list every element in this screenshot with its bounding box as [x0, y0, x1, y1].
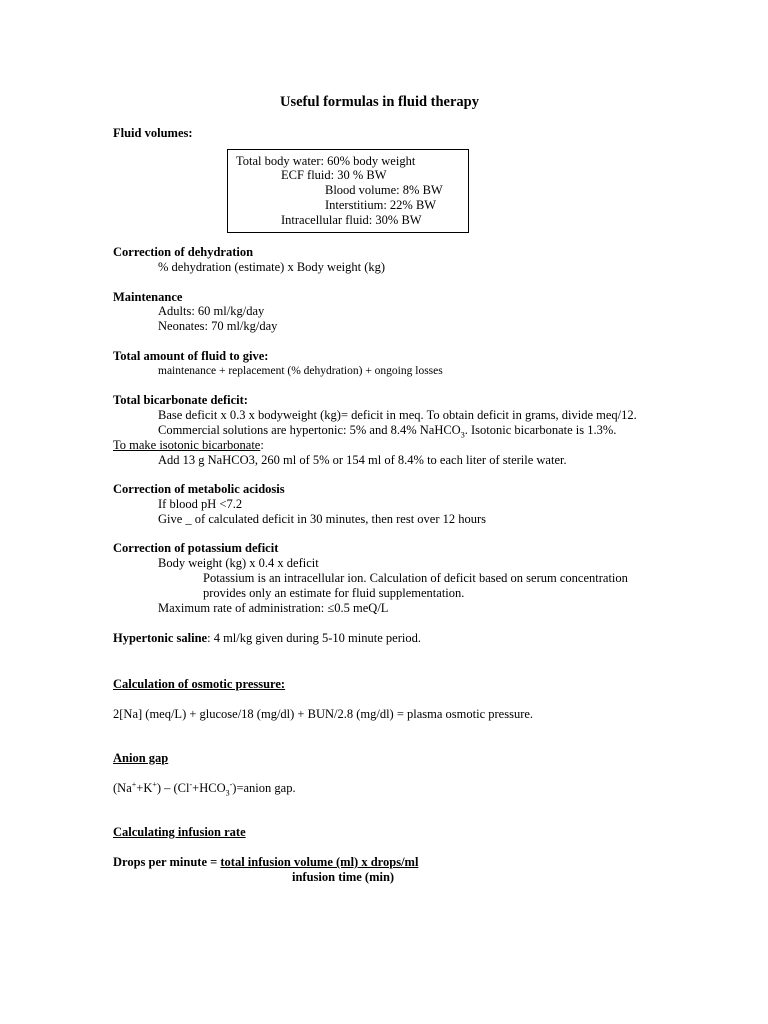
potassium-formula: Body weight (kg) x 0.4 x deficit: [158, 556, 319, 570]
hypertonic-saline: [113, 631, 421, 646]
bicarbonate-commercial-solutions: [158, 423, 616, 438]
box-line-ecf: ECF fluid: 30 % BW: [281, 168, 387, 182]
bicarb-line2-text: Commercial solutions are hypertonic: 5% and 8.4% NaHCO: [158, 423, 461, 437]
ag-part2: +K: [136, 781, 153, 795]
box-line-interstitium: Interstitium: 22% BW: [325, 198, 437, 212]
potassium-note-2: provides only an estimate for fluid supplementation.: [203, 586, 465, 600]
ag-part4: +HCO: [192, 781, 226, 795]
infusion-label: [113, 855, 418, 870]
ag-sup2: +: [152, 779, 157, 789]
isotonic-link-text: To make isotonic bicarbonate: [113, 438, 261, 452]
maintenance-heading: Maintenance: [113, 290, 183, 304]
infusion-numerator: total infusion volume (ml) x drops/ml: [220, 855, 419, 869]
ag-part3: ) – (Cl: [156, 781, 190, 795]
potassium-note-1: Potassium is an intracellular ion. Calculation of deficit based on serum concentration: [203, 571, 628, 585]
infusion-denominator: infusion time (min): [292, 870, 395, 884]
dehydration-formula: % dehydration (estimate) x Body weight (kg): [158, 260, 386, 274]
box-line-total-body-water: Total body water: 60% body weight: [236, 154, 416, 168]
box-line-intracellular: Intracellular fluid: 30% BW: [281, 213, 422, 227]
box-line-blood-volume: Blood volume: 8% BW: [325, 183, 443, 197]
potassium-max-rate: Maximum rate of administration: ≤0.5 meQ/L: [158, 601, 389, 615]
anion-gap-formula: [113, 781, 296, 796]
total-fluid-formula: maintenance + replacement (% dehydration) + ongoing losses: [158, 365, 443, 377]
hypertonic-text: : 4 ml/kg given during 5-10 minute period.: [207, 631, 421, 645]
bicarbonate-deficit-formula: Base deficit x 0.3 x bodyweight (kg)= deficit in meq. To obtain deficit in grams, divide meq/12.: [158, 408, 637, 422]
ag-part5: )=anion gap.: [232, 781, 296, 795]
total-fluid-heading: Total amount of fluid to give:: [113, 349, 269, 363]
ag-sup3: -: [189, 779, 193, 789]
fluid-volumes-heading: Fluid volumes:: [113, 126, 193, 140]
drops-per-minute-label: Drops per minute =: [113, 855, 221, 869]
maintenance-neonates: Neonates: 70 ml/kg/day: [158, 319, 278, 333]
ag-sub: 3: [225, 788, 230, 798]
infusion-heading: Calculating infusion rate: [113, 825, 246, 839]
acidosis-instructions: Give _ of calculated deficit in 30 minutes, then rest over 12 hours: [158, 512, 487, 526]
hypertonic-label: Hypertonic saline: [113, 631, 208, 645]
acidosis-condition: If blood pH <7.2: [158, 497, 243, 511]
acidosis-heading: Correction of metabolic acidosis: [113, 482, 285, 496]
ag-sup4: -: [229, 779, 233, 789]
anion-gap-heading: Anion gap: [113, 751, 169, 765]
isotonic-colon: :: [260, 438, 264, 452]
osmotic-heading: Calculation of osmotic pressure:: [113, 677, 286, 691]
page-title: Useful formulas in fluid therapy: [280, 94, 479, 110]
isotonic-bicarbonate-label: [113, 438, 264, 453]
osmotic-formula: 2[Na] (meq/L) + glucose/18 (mg/dl) + BUN/2.8 (mg/dl) = plasma osmotic pressure.: [113, 707, 534, 721]
bicarb-subscript: 3: [460, 430, 465, 440]
ag-part1: (Na: [113, 781, 132, 795]
bicarb-line2-tail: . Isotonic bicarbonate is 1.3%.: [464, 423, 617, 437]
maintenance-adults: Adults: 60 ml/kg/day: [158, 304, 265, 318]
potassium-heading: Correction of potassium deficit: [113, 541, 279, 555]
dehydration-heading: Correction of dehydration: [113, 245, 254, 259]
isotonic-bicarbonate-recipe: Add 13 g NaHCO3, 260 ml of 5% or 154 ml of 8.4% to each liter of sterile water.: [158, 453, 567, 467]
bicarbonate-heading: Total bicarbonate deficit:: [113, 393, 248, 407]
ag-sup1: +: [131, 779, 137, 789]
